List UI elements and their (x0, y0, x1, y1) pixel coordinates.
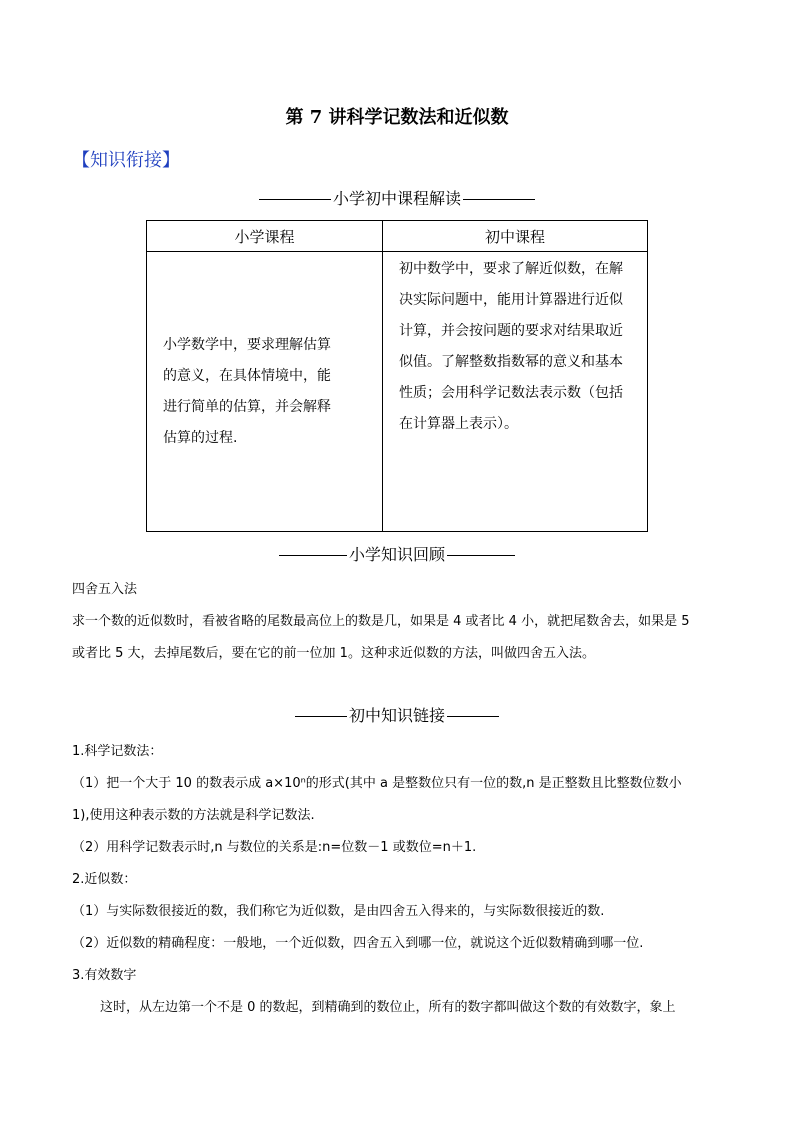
divider-rule-left (259, 199, 331, 200)
divider-title: 小学知识回顾 (348, 545, 445, 564)
table-row (147, 252, 648, 532)
divider-rule-left (295, 716, 347, 717)
section-tag: 【知识衔接】 (72, 150, 180, 171)
review-line: 或者比 5 大，去掉尾数后，要在它的前一位加 1。这种求近似数的方法，叫做四舍五入法。 (72, 646, 595, 661)
item-heading-approximate-number: 2.近似数： (72, 872, 137, 887)
item-line: 1),使用这种表示数的方法就是科学记数法. (72, 808, 315, 823)
cell-line: 计算，并会按问题的要求对结果取近 (399, 323, 623, 339)
divider-rule-right (447, 555, 515, 556)
divider-rule-right (447, 716, 499, 717)
cell-line: 在计算器上表示）。 (399, 416, 518, 432)
item-heading-scientific-notation: 1.科学记数法： (72, 744, 163, 759)
divider-title: 初中知识链接 (348, 706, 445, 725)
review-line: 求一个数的近似数时，看被省略的尾数最高位上的数是几，如果是 4 或者比 4 小，就把尾数舍去，如果是 5 (72, 614, 690, 629)
item-line: 这时，从左边第一个不是 0 的数起，到精确到的数位止，所有的数字都叫做这个数的有效数字，象上 (100, 1000, 676, 1015)
page-title: 第 7 讲科学记数法和近似数 (285, 107, 509, 128)
divider-title: 小学初中课程解读 (332, 189, 461, 208)
cell-line: 进行简单的估算，并会解释 (163, 398, 331, 415)
section-divider-review (0, 542, 794, 565)
middle-course-cell (383, 252, 648, 532)
cell-line: 估算的过程. (163, 429, 238, 446)
item-line: （2）近似数的精确程度：一般地，一个近似数，四舍五入到哪一位，就说这个近似数精确到哪一位. (72, 936, 644, 951)
header-middle-course: 初中课程 (383, 221, 648, 252)
item-line: （1）与实际数很接近的数，我们称它为近似数，是由四舍五入得来的，与实际数很接近的数. (72, 904, 605, 919)
item-line: （1）把一个大于 10 的数表示成 a×10ⁿ的形式(其中 a 是整数位只有一位的数,n 是正整数且比整数位数小 (72, 776, 682, 791)
cell-line: 小学数学中，要求理解估算 (163, 336, 331, 353)
item-heading-significant-figures: 3.有效数字 (72, 968, 137, 983)
section-divider-link (0, 703, 794, 726)
cell-line: 的意义，在具体情境中，能 (163, 367, 331, 384)
cell-line: 性质；会用科学记数法表示数（包括 (399, 385, 623, 401)
section-divider-curriculum (0, 186, 794, 209)
divider-rule-left (279, 555, 347, 556)
cell-line: 决实际问题中，能用计算器进行近似 (399, 292, 623, 308)
link-section (72, 736, 722, 1024)
item-line: （2）用科学记数表示时,n 与数位的关系是:n=位数－1 或数位=n＋1. (72, 840, 477, 855)
cell-line: 似值。了解整数指数幂的意义和基本 (399, 354, 623, 370)
primary-course-cell (147, 252, 383, 532)
review-heading: 四舍五入法 (72, 582, 138, 597)
table-header-row (147, 221, 648, 252)
header-primary-course: 小学课程 (147, 221, 383, 252)
curriculum-table (146, 220, 648, 532)
review-section (72, 574, 722, 670)
divider-rule-right (463, 199, 535, 200)
cell-line: 初中数学中，要求了解近似数，在解 (399, 261, 623, 277)
